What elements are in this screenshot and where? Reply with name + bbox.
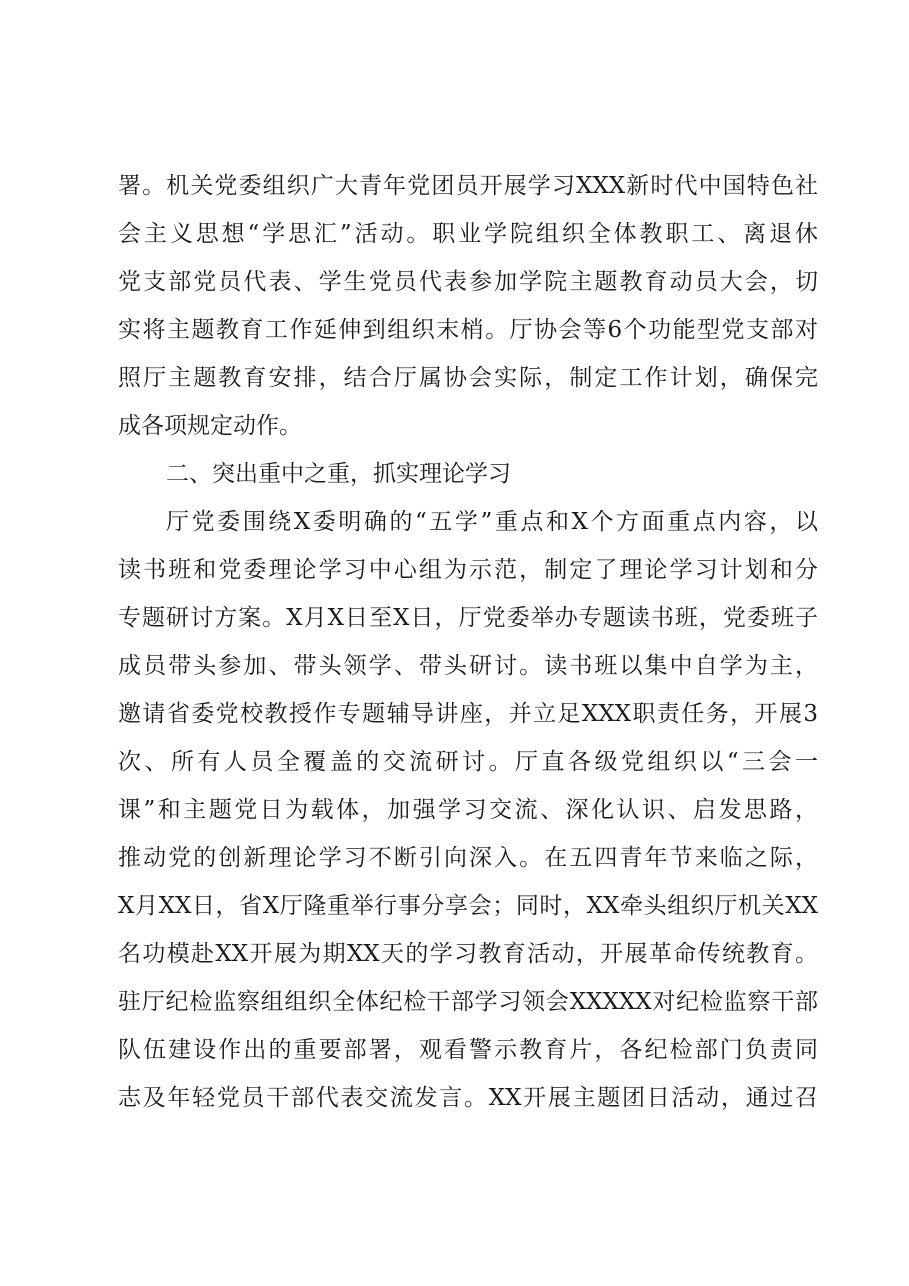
paragraph-1-line-6: 成各项规定动作。 — [118, 413, 302, 439]
paragraph-1-line-1: 署。机关党委组织广大青年党团员开展学习XXX新时代中国特色社 — [118, 173, 818, 199]
paragraph-1-line-2: 会主义思想“学思汇”活动。职业学院组织全体教职工、离退休 — [118, 221, 818, 247]
section-heading: 二、突出重中之重，抓实理论学习 — [166, 461, 511, 487]
paragraph-2-line-10: 名功模赴XX开展为期XX天的学习教育活动，开展革命传统教育。 — [118, 941, 818, 967]
paragraph-2-line-8: 推动党的创新理论学习不断引向深入。在五四青年节来临之际， — [118, 845, 818, 871]
paragraph-2-line-1: 厅党委围绕X委明确的“五学”重点和X个方面重点内容，以 — [166, 509, 818, 535]
paragraph-2-line-11: 驻厅纪检监察组组织全体纪检干部学习领会XXXXX对纪检监察干部 — [118, 989, 818, 1015]
paragraph-2-line-4: 成员带头参加、带头领学、带头研讨。读书班以集中自学为主， — [118, 653, 818, 679]
paragraph-2-line-6: 次、所有人员全覆盖的交流研讨。厅直各级党组织以“三会一 — [118, 749, 818, 775]
paragraph-2-line-12: 队伍建设作出的重要部署，观看警示教育片，各纪检部门负责同 — [118, 1037, 818, 1063]
paragraph-2-line-5: 邀请省委党校教授作专题辅导讲座，并立足XXX职责任务，开展3 — [118, 701, 818, 727]
paragraph-2-line-3: 专题研讨方案。X月X日至X日，厅党委举办专题读书班，党委班子 — [118, 605, 818, 631]
paragraph-2-line-7: 课”和主题党日为载体，加强学习交流、深化认识、启发思路， — [118, 797, 818, 823]
paragraph-2-line-9: X月XX日，省X厅隆重举行事分享会；同时，XX牵头组织厅机关XX — [118, 893, 818, 919]
paragraph-2-line-13: 志及年轻党员干部代表交流发言。XX开展主题团日活动，通过召 — [118, 1085, 818, 1111]
paragraph-2-line-2: 读书班和党委理论学习中心组为示范，制定了理论学习计划和分 — [118, 557, 818, 583]
paragraph-1-line-4: 实将主题教育工作延伸到组织末梢。厅协会等6个功能型党支部对 — [118, 317, 818, 343]
paragraph-1-line-5: 照厅主题教育安排，结合厅属协会实际，制定工作计划，确保完 — [118, 365, 818, 391]
paragraph-1-line-3: 党支部党员代表、学生党员代表参加学院主题教育动员大会，切 — [118, 269, 818, 295]
